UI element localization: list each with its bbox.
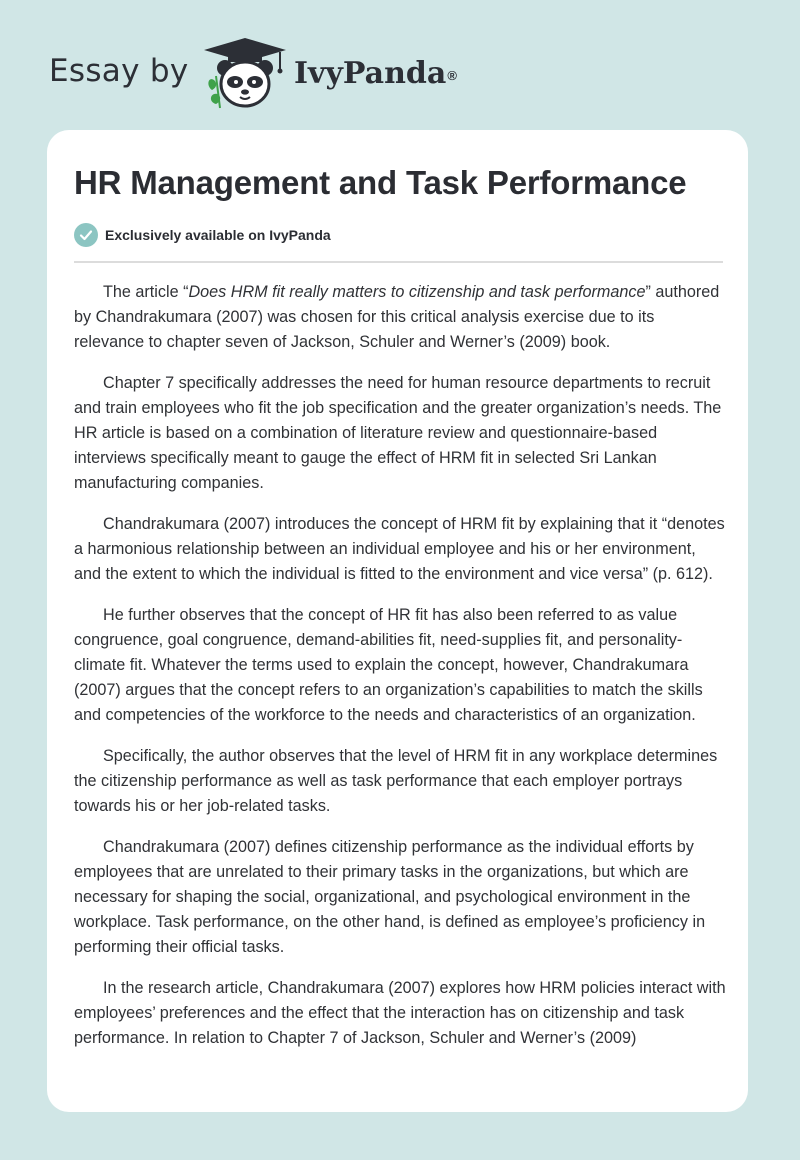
brand-name[interactable]: IvyPanda® <box>294 56 457 91</box>
essay-card <box>47 130 748 1112</box>
check-circle-icon <box>74 223 98 247</box>
paragraph: Chandrakumara (2007) introduces the concept of HRM fit by explaining that it “denotes a harmonious relationship between an individual employee and his or her environment, and the extent to which the individual is fitted to the environment and vice versa” (p. 612). <box>74 515 725 583</box>
essay-title: HR Management and Task Performance <box>74 164 687 201</box>
badge-label: Exclusively available on IvyPanda <box>105 227 331 243</box>
paragraph: The article “Does HRM fit really matters to citizenship and task performance” authored by Chandrakumara (2007) was chosen for this critical analysis exercise due to its relevance to chapter seven of Jackson, Schuler and Werner’s (2009) book. <box>74 283 720 351</box>
paragraph: Chandrakumara (2007) defines citizenship performance as the individual efforts by employees that are unrelated to their primary tasks in the organizations, but which are necessary for shaping the social, organizational, and psychological environment in the workplace. Task performance, on the other hand, is defined as employee’s proficiency in performing their official tasks. <box>74 838 706 956</box>
paragraph: Specifically, the author observes that the level of HRM fit in any workplace determines the citizenship performance as well as task performance that each employer portrays towards his or her job-related tasks. <box>74 747 718 815</box>
exclusive-badge <box>74 222 331 248</box>
paragraph: In the research article, Chandrakumara (2007) explores how HRM policies interact with employees’ preferences and the effect that the interaction has on citizenship and task performance. In relation to Chapter 7 of Jackson, Schuler and Werner’s (2009) <box>74 979 726 1047</box>
article-title: Does HRM fit really matters to citizenship and task performance <box>188 283 646 301</box>
brand-prefix: Essay by <box>49 53 189 89</box>
registered-mark: ® <box>447 68 457 83</box>
paragraph: He further observes that the concept of HR fit has also been referred to as value congruence, goal congruence, demand-abilities fit, need-supplies fit, and personality-climate fit. Whatever the terms used to explain the concept, however, Chandrakumara (2007) argues that the concept refers to an organization’s capabilities to match the skills and competencies of the workforce to the needs and characteristics of an organization. <box>74 606 703 724</box>
paragraph: Chapter 7 specifically addresses the need for human resource departments to recruit and train employees who fit the job specification and the greater organization’s needs. The HR article is based on a combination of literature review and questionnaire-based interviews specifically meant to gauge the effect of HRM fit in selected Sri Lankan manufacturing companies. <box>74 374 722 492</box>
essay-body <box>74 280 726 1067</box>
divider <box>74 261 723 263</box>
site-header <box>0 0 800 130</box>
panda-graduate-icon[interactable] <box>200 36 290 110</box>
